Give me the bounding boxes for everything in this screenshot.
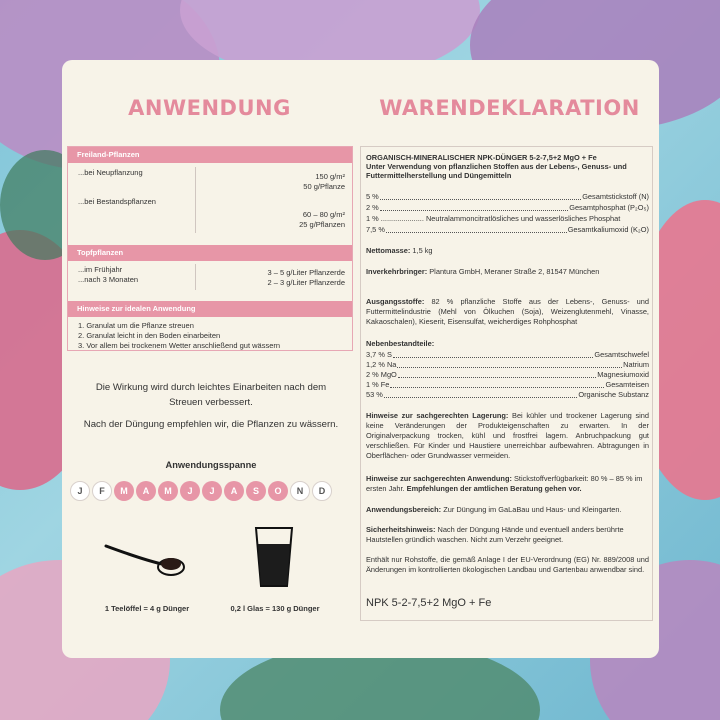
decl-head-line1: ORGANISCH-MINERALISCHER NPK-DÜNGER 5-2-7,5+2 MgO + Fe: [366, 153, 597, 162]
sicherheitshinweis: Sicherheitshinweis: Nach der Düngung Hände und eventuell anders berührte Hautstellen gründlich waschen. Nicht zum Verzehr geeignet.: [366, 525, 624, 544]
month-9: S: [246, 481, 266, 501]
topf-label1: ...im Frühjahr: [78, 265, 123, 274]
neben-row: 53 % Organische Substanz: [366, 390, 649, 399]
topf-value2: 2 – 3 g/Liter Pflanzerde: [267, 278, 345, 287]
npk-formula: NPK 5-2-7,5+2 MgO + Fe: [366, 597, 492, 609]
naehrstoff-row: 2 % Gesamtphosphat (P₂O₅): [366, 203, 649, 212]
note-einarbeiten: Die Wirkung wird durch leichtes Einarbeiten nach dem Streuen verbessert.: [95, 382, 327, 408]
table-divider: [195, 264, 196, 290]
anwendung-hinweis: Hinweise zur sachgerechten Anwendung: Stickstoffverfügbarkeit: 80 % – 85 % im ersten Jahr. Empfehlungen der amtlichen Beratung gehen vor.: [366, 474, 643, 493]
naehrstoff-row: 1 % ..................... Neutralammoncitratlösliches und wasserlösliches Phosphat: [366, 214, 621, 223]
neben-row: 2 % MgO Magnesiumoxid: [366, 370, 649, 379]
content-panel: [62, 60, 659, 658]
topf-header: Topfpflanzen: [68, 245, 352, 261]
inverkehrbringer: Inverkehrbringer: Plantura GmbH, Meraner Straße 2, 81547 München: [366, 267, 600, 276]
decl-head-line2: Unter Verwendung von pflanzlichen Stoffen aus der Lebens-, Genuss- und: [366, 162, 627, 171]
neben-row: 1 % Fe Gesamteisen: [366, 380, 649, 389]
neben-row: 3,7 % S Gesamtschwefel: [366, 350, 649, 359]
month-11: N: [290, 481, 310, 501]
freiland-header: Freiland-Pflanzen: [68, 147, 352, 163]
glass-caption: 0,2 l Glas = 130 g Dünger: [230, 604, 320, 613]
hinweise-header: Hinweise zur idealen Anwendung: [68, 301, 352, 317]
month-1: J: [70, 481, 90, 501]
note-waessern: Nach der Düngung empfehlen wir, die Pflanzen zu wässern.: [83, 419, 339, 430]
hinweise-item: 3. Vor allem bei trockenem Wetter anschließend gut wässern: [78, 341, 281, 350]
anwendung-table: [67, 146, 353, 351]
hinweise-item: 2. Granulat leicht in den Boden einarbeiten: [78, 331, 221, 340]
nebenbestandteile-label: Nebenbestandteile:: [366, 339, 435, 348]
month-7: J: [202, 481, 222, 501]
topf-value1: 3 – 5 g/Liter Pflanzerde: [267, 268, 345, 277]
freiland-row2-value1: 60 – 80 g/m²: [302, 210, 345, 219]
neben-row: 1,2 % Na Natrium: [366, 360, 649, 369]
month-calendar: [70, 481, 356, 505]
spoon-icon: [104, 538, 186, 583]
warendeklaration-box: [360, 146, 653, 621]
topf-label2: ...nach 3 Monaten: [78, 275, 139, 284]
freiland-row1-value2: 50 g/Pflanze: [303, 182, 345, 191]
naehrstoff-row: 7,5 % Gesamtkaliumoxid (K₂O): [366, 225, 649, 234]
month-5: M: [158, 481, 178, 501]
month-10: O: [268, 481, 288, 501]
anwendungsspanne-title: Anwendungsspanne: [165, 460, 257, 470]
warendeklaration-title: WARENDEKLARATION: [379, 96, 640, 120]
month-6: J: [180, 481, 200, 501]
anwendung-title: ANWENDUNG: [128, 96, 291, 120]
month-12: D: [312, 481, 332, 501]
anwendungsbereich: Anwendungsbereich: Zur Düngung im GaLaBau und Haus- und Kleingarten.: [366, 505, 622, 514]
ausgangsstoffe: Ausgangsstoffe: 82 % pflanzliche Stoffe aus der Lebens-, Genuss- und Futtermittelindustrie (Mehl von Ölkuchen (Soja), Weizenglutenmehl, Vinasse, Kakaoschalen), Kieserit, Eisensulfat, weicherdiges Rohphosphat: [366, 297, 649, 326]
spoon-caption: 1 Teelöffel = 4 g Dünger: [104, 604, 190, 613]
lagerung: Hinweise zur sachgerechten Lagerung: Bei kühler und trockener Lagerung sind keine Veränderungen der Produkteigenschaften zu erwarten. In der Originalverpackung trocken, kühl und frostfrei lagern. Anbruchpackung gut verschließen. Für Kinder und Haustiere unerreichbar aufbewahren. Abtragungen in Oberflächen- oder Grundwasser vermeiden.: [366, 411, 649, 460]
nettomasse: Nettomasse: 1,5 kg: [366, 246, 433, 255]
decl-head-line3: Futtermittelherstellung und Düngemitteln: [366, 171, 512, 180]
table-divider: [195, 167, 196, 233]
month-4: A: [136, 481, 156, 501]
month-2: F: [92, 481, 112, 501]
hinweise-item: 1. Granulat um die Pflanze streuen: [78, 321, 194, 330]
month-3: M: [114, 481, 134, 501]
month-8: A: [224, 481, 244, 501]
freiland-row2-label: ...bei Bestandspflanzen: [78, 197, 156, 206]
glass-icon: [254, 526, 294, 588]
rohstoffe: Enthält nur Rohstoffe, die gemäß Anlage I der EU-Verordnung (EG) Nr. 889/2008 und Änderungen im kontrollierten ökologischen Landbau und Gartenbau anwendbar sind.: [366, 555, 649, 574]
naehrstoff-row: 5 % Gesamtstickstoff (N): [366, 192, 649, 201]
freiland-row1-value1: 150 g/m²: [315, 172, 345, 181]
freiland-row1-label: ...bei Neupflanzung: [78, 168, 143, 177]
freiland-row2-value2: 25 g/Pflanzen: [299, 220, 345, 229]
